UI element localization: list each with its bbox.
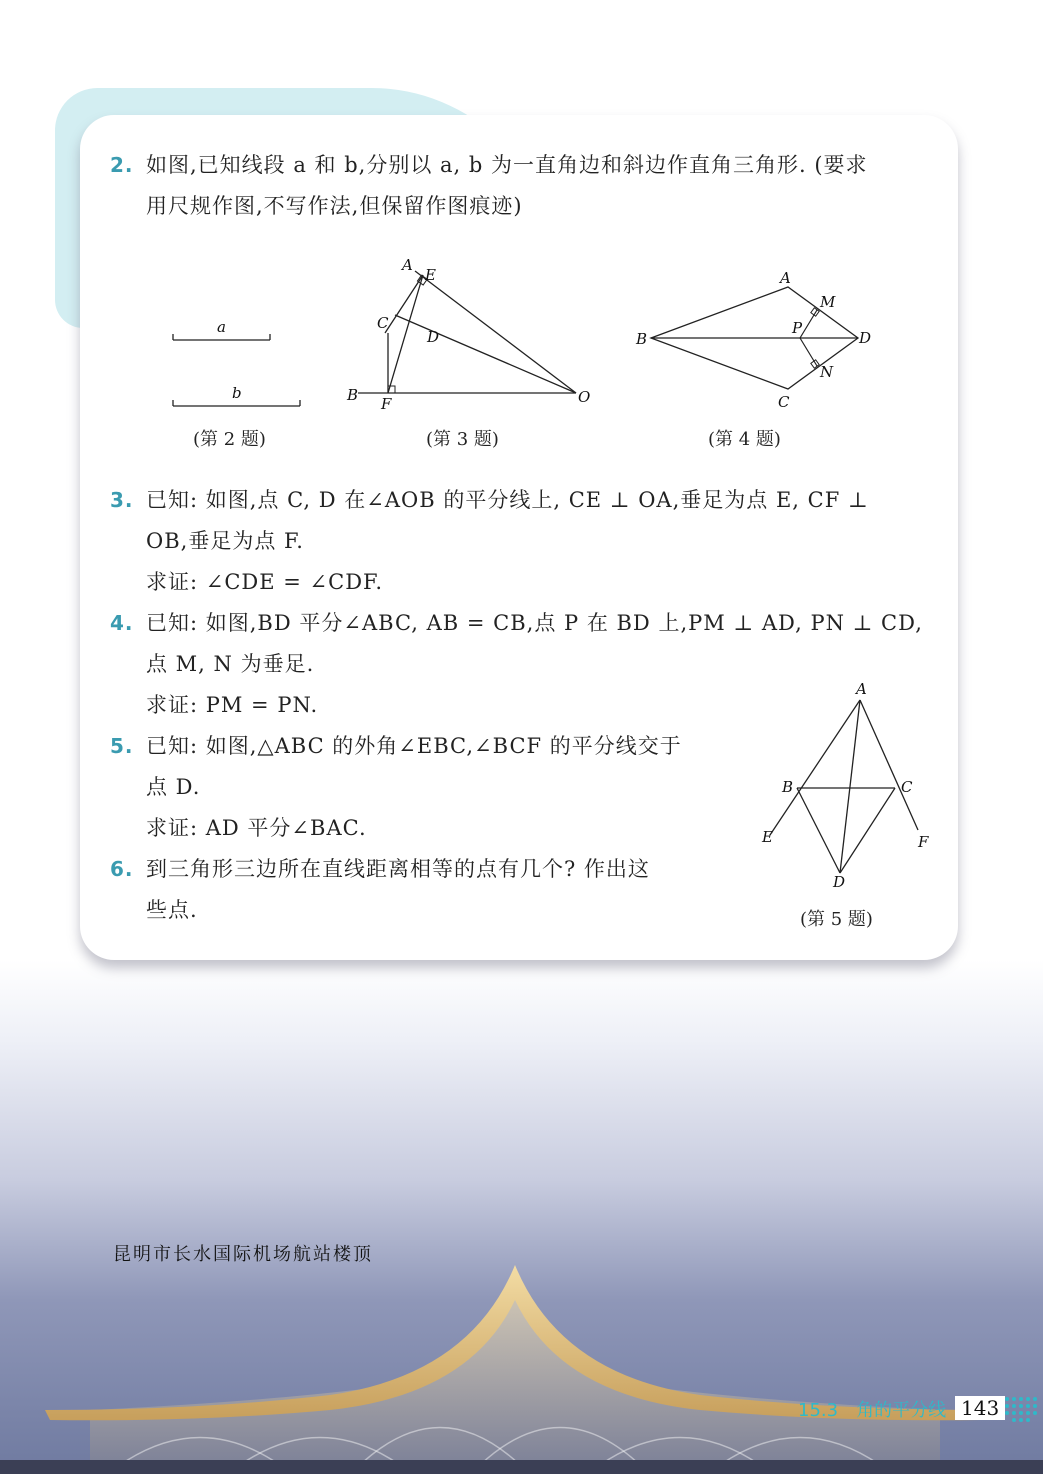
point-B-label: B — [347, 386, 359, 404]
point-P-label: P — [792, 319, 803, 337]
question-text-line: 求证: AD 平分∠BAC. — [146, 816, 367, 840]
point-F-label: F — [918, 833, 929, 851]
figure-4 — [630, 263, 880, 413]
point-B-label: B — [782, 778, 794, 796]
point-D-label: D — [427, 328, 440, 346]
question-text-line: 已知: 如图,△ABC 的外角∠EBC,∠BCF 的平分线交于 — [146, 734, 682, 758]
figure-2-caption: (第 2 题) — [193, 429, 266, 450]
question-text-line: 如图,已知线段 a 和 b,分别以 a, b 为一直角边和斜边作直角三角形. (要求 — [146, 153, 868, 177]
question-text-line: 求证: PM = PN. — [146, 693, 319, 717]
question-text-line: 用尺规作图,不写作法,但保留作图痕迹) — [146, 194, 523, 218]
question-text-line: 点 D. — [146, 775, 201, 799]
figure-2 — [160, 305, 310, 415]
point-C-label: C — [377, 314, 389, 332]
point-A-label: A — [402, 256, 413, 274]
question-number: 3. — [110, 488, 134, 512]
point-M-label: M — [820, 293, 836, 311]
question-text-line: 已知: 如图,BD 平分∠ABC, AB = CB,点 P 在 BD 上,PM ⊥ AD, PN ⊥ CD, — [146, 611, 923, 635]
point-O-label: O — [578, 388, 591, 406]
airport-roof-photo — [0, 1260, 1043, 1474]
question-text-line: OB,垂足为点 F. — [146, 529, 304, 553]
dot-grid-icon — [1001, 1394, 1041, 1424]
chapter-title: 15.3 角的平分线 — [798, 1400, 947, 1421]
point-E-label: E — [425, 266, 436, 284]
question-text-line: 已知: 如图,点 C, D 在∠AOB 的平分线上, CE ⊥ OA,垂足为点 E, CF ⊥ — [146, 488, 869, 512]
page-number: 143 — [955, 1396, 1005, 1420]
question-number: 6. — [110, 857, 134, 881]
point-C-label: C — [778, 393, 790, 411]
point-B-label: B — [636, 330, 648, 348]
point-F-label: F — [381, 395, 392, 413]
point-N-label: N — [820, 363, 834, 381]
segment-b-label: b — [232, 384, 242, 402]
figure-4-caption: (第 4 题) — [708, 429, 781, 450]
point-A-label: A — [780, 269, 791, 287]
question-number: 4. — [110, 611, 134, 635]
question-text-line: 些点. — [146, 898, 198, 922]
photo-caption: 昆明市长水国际机场航站楼顶 — [113, 1244, 373, 1265]
point-D-label: D — [859, 329, 872, 347]
point-E-label: E — [762, 828, 773, 846]
figure-3-caption: (第 3 题) — [426, 429, 499, 450]
point-D-label: D — [833, 873, 846, 890]
figure-5 — [750, 680, 940, 890]
question-text-line: 点 M, N 为垂足. — [146, 652, 315, 676]
point-A-label: A — [856, 680, 867, 698]
question-number: 5. — [110, 734, 134, 758]
question-text-line: 求证: ∠CDE = ∠CDF. — [146, 570, 384, 594]
figure-3 — [340, 255, 600, 415]
figure-5-caption: (第 5 题) — [800, 909, 873, 930]
segment-a-label: a — [217, 318, 226, 336]
question-text-line: 到三角形三边所在直线距离相等的点有几个? 作出这 — [146, 857, 650, 881]
point-C-label: C — [901, 778, 913, 796]
page-footer — [743, 1392, 1043, 1426]
question-number: 2. — [110, 153, 134, 177]
exercise-card — [80, 115, 958, 960]
